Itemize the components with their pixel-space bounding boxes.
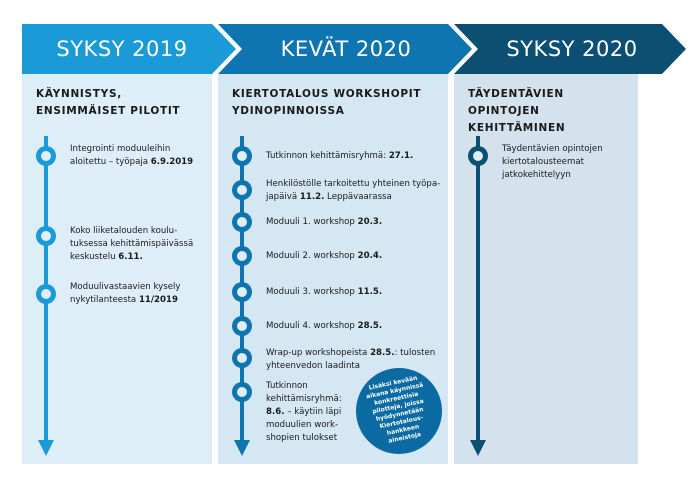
column-syksy-2019 — [22, 74, 212, 464]
column-heading: KÄYNNISTYS, ENSIMMÄISET PILOTIT — [36, 88, 181, 117]
milestone-item: Koko liiketalouden koulu- tuksessa kehittämispäivässä keskustelu 6.11. — [70, 226, 194, 262]
milestone-item: Täydentävien opintojen kiertotalousteemat jatkokehittelyyn — [502, 144, 603, 180]
timeline-arrowhead — [470, 440, 486, 456]
milestone-item: Wrap-up workshopeista 28.5.: tulosten yhteenvedon laadinta — [266, 348, 436, 371]
timeline-axis — [476, 136, 480, 446]
milestone-item: Moduuli 2. workshop 20.4. — [266, 251, 383, 261]
column-heading: KIERTOTALOUS WORKSHOPIT YDINOPINNOISSA — [232, 88, 422, 117]
milestone-item: Tutkinnon kehittämisryhmä: 27.1. — [266, 151, 414, 161]
timeline-node — [36, 146, 56, 166]
milestone-item: Moduuli 3. workshop 11.5. — [266, 287, 383, 297]
timeline-arrowhead — [234, 440, 250, 456]
timeline-node — [232, 146, 252, 166]
column-syksy-2020 — [454, 74, 638, 464]
timeline-arrowhead — [38, 440, 54, 456]
milestone-item: Moduuli 1. workshop 20.3. — [266, 217, 383, 227]
milestone-item: Integrointi moduuleihin aloitettu – työpaja 6.9.2019 — [70, 144, 194, 167]
timeline-node — [232, 246, 252, 266]
milestone-item: Moduulivastaavien kysely nykytilanteesta 11/2019 — [70, 282, 181, 305]
timeline-node — [232, 348, 252, 368]
milestone-item: Henkilöstölle tarkoitettu yhteinen työpa- japäivä 11.2. Leppävaarassa — [266, 179, 441, 202]
timeline-node — [232, 382, 252, 402]
timeline-node — [232, 180, 252, 200]
phase-title-kevat-2020: KEVÄT 2020 — [280, 37, 412, 61]
phase-title-syksy-2020: SYKSY 2020 — [506, 37, 638, 61]
timeline-node — [468, 146, 488, 166]
timeline-node — [36, 284, 56, 304]
column-heading: TÄYDENTÄVIEN OPINTOJEN KEHITTÄMINEN — [468, 88, 566, 134]
pilot-note-badge: Lisäksi kevään aikana käynnissä konkreettisia pilotteja, joissa hyödynnetään Kiertotalous-hankkeen aineistoja — [348, 360, 450, 462]
timeline-node — [232, 316, 252, 336]
timeline-node — [232, 212, 252, 232]
timeline-node — [36, 226, 56, 246]
milestone-item: Tutkinnon kehittämisryhmä: 8.6. – käytiin läpi moduulien work- shopien tulokset — [266, 381, 342, 443]
timeline-node — [232, 282, 252, 302]
milestone-item: Moduuli 4. workshop 28.5. — [266, 321, 383, 331]
phase-title-syksy-2019: SYKSY 2019 — [56, 37, 188, 61]
